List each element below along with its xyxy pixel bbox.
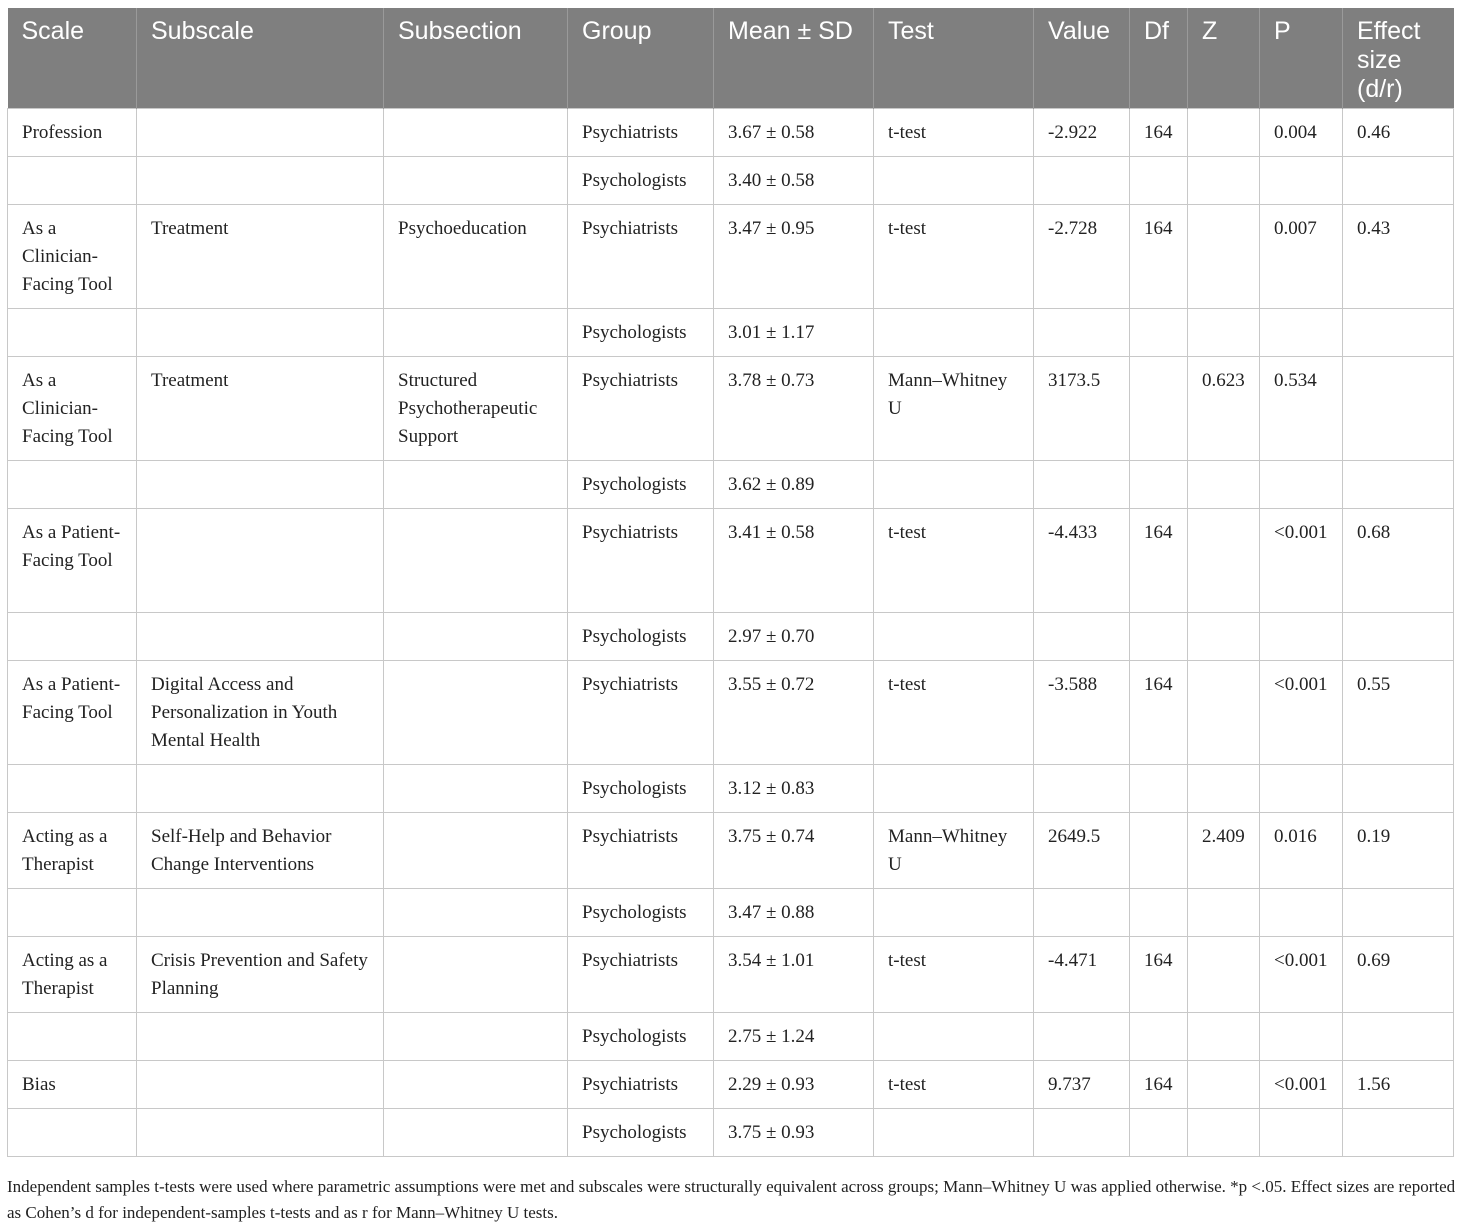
cell-p	[1260, 888, 1343, 936]
cell-mean-sd: 3.78 ± 0.73	[714, 356, 874, 460]
cell-test: t-test	[874, 660, 1034, 764]
cell-subscale	[137, 1060, 384, 1108]
cell-subscale: Digital Access and Personalization in Youth Mental Health	[137, 660, 384, 764]
cell-effect-size	[1343, 308, 1454, 356]
cell-value	[1034, 764, 1130, 812]
cell-test	[874, 888, 1034, 936]
cell-effect-size	[1343, 612, 1454, 660]
table-row	[8, 308, 1454, 356]
cell-z: 0.623	[1188, 356, 1260, 460]
cell-subscale: Crisis Prevention and Safety Planning	[137, 936, 384, 1012]
results-table	[7, 8, 1454, 1157]
cell-test: Mann–Whitney U	[874, 356, 1034, 460]
cell-p	[1260, 612, 1343, 660]
header-effect-size: Effect size (d/r)	[1343, 8, 1454, 108]
cell-test	[874, 612, 1034, 660]
cell-value: 2649.5	[1034, 812, 1130, 888]
cell-subscale	[137, 764, 384, 812]
header-scale: Scale	[8, 8, 137, 108]
cell-scale	[8, 764, 137, 812]
cell-z	[1188, 888, 1260, 936]
table-row	[8, 1012, 1454, 1060]
table-row	[8, 204, 1454, 308]
table-row	[8, 936, 1454, 1012]
cell-mean-sd: 3.12 ± 0.83	[714, 764, 874, 812]
cell-group: Psychologists	[568, 888, 714, 936]
table-row	[8, 660, 1454, 764]
cell-subscale	[137, 508, 384, 612]
cell-z	[1188, 1012, 1260, 1060]
cell-subscale	[137, 460, 384, 508]
cell-z	[1188, 508, 1260, 612]
cell-df	[1130, 1012, 1188, 1060]
cell-mean-sd: 3.75 ± 0.93	[714, 1108, 874, 1156]
cell-scale	[8, 1108, 137, 1156]
cell-df	[1130, 764, 1188, 812]
table-footnote: Independent samples t-tests were used where parametric assumptions were met and subscales were structurally equivalent across groups; Mann–Whitney U was applied otherwise. *p <.05. Effect sizes are reported as Cohen’s d for independent-samples t-tests and as r for Mann–Whitney U tests.	[7, 1177, 1456, 1222]
cell-df	[1130, 308, 1188, 356]
cell-p	[1260, 1012, 1343, 1060]
cell-df: 164	[1130, 108, 1188, 156]
cell-subsection	[384, 1108, 568, 1156]
cell-subscale: Treatment	[137, 204, 384, 308]
cell-test: t-test	[874, 1060, 1034, 1108]
cell-df	[1130, 1108, 1188, 1156]
cell-test	[874, 460, 1034, 508]
cell-effect-size: 0.43	[1343, 204, 1454, 308]
cell-group: Psychiatrists	[568, 1060, 714, 1108]
cell-p: <0.001	[1260, 1060, 1343, 1108]
cell-p: <0.001	[1260, 508, 1343, 612]
cell-z	[1188, 308, 1260, 356]
cell-value	[1034, 888, 1130, 936]
cell-group: Psychiatrists	[568, 356, 714, 460]
cell-effect-size	[1343, 356, 1454, 460]
cell-p	[1260, 764, 1343, 812]
cell-subsection	[384, 612, 568, 660]
cell-df: 164	[1130, 204, 1188, 308]
header-df: Df	[1130, 8, 1188, 108]
cell-subsection	[384, 460, 568, 508]
cell-scale: As a Clinician-Facing Tool	[8, 356, 137, 460]
cell-p: 0.016	[1260, 812, 1343, 888]
cell-subscale	[137, 156, 384, 204]
cell-scale	[8, 612, 137, 660]
cell-value: -3.588	[1034, 660, 1130, 764]
cell-z	[1188, 1108, 1260, 1156]
cell-test	[874, 308, 1034, 356]
cell-df	[1130, 460, 1188, 508]
table-row	[8, 812, 1454, 888]
header-group: Group	[568, 8, 714, 108]
cell-test: Mann–Whitney U	[874, 812, 1034, 888]
cell-z	[1188, 764, 1260, 812]
header-row	[8, 8, 1454, 108]
cell-p	[1260, 460, 1343, 508]
cell-test	[874, 1108, 1034, 1156]
cell-df	[1130, 156, 1188, 204]
cell-group: Psychologists	[568, 308, 714, 356]
cell-effect-size	[1343, 764, 1454, 812]
cell-scale: Acting as a Therapist	[8, 812, 137, 888]
cell-scale: As a Patient-Facing Tool	[8, 660, 137, 764]
cell-test: t-test	[874, 508, 1034, 612]
cell-group: Psychologists	[568, 1012, 714, 1060]
cell-subscale	[137, 1108, 384, 1156]
cell-mean-sd: 3.62 ± 0.89	[714, 460, 874, 508]
cell-subsection	[384, 660, 568, 764]
cell-test	[874, 156, 1034, 204]
cell-subsection	[384, 764, 568, 812]
table-row	[8, 108, 1454, 156]
cell-scale	[8, 460, 137, 508]
cell-effect-size	[1343, 1108, 1454, 1156]
cell-subsection	[384, 1012, 568, 1060]
cell-value	[1034, 612, 1130, 660]
cell-group: Psychiatrists	[568, 812, 714, 888]
header-z: Z	[1188, 8, 1260, 108]
cell-mean-sd: 3.75 ± 0.74	[714, 812, 874, 888]
cell-subscale	[137, 612, 384, 660]
cell-subsection	[384, 108, 568, 156]
cell-effect-size: 0.55	[1343, 660, 1454, 764]
cell-mean-sd: 2.29 ± 0.93	[714, 1060, 874, 1108]
cell-subscale: Treatment	[137, 356, 384, 460]
cell-z	[1188, 108, 1260, 156]
cell-effect-size: 1.56	[1343, 1060, 1454, 1108]
cell-group: Psychologists	[568, 612, 714, 660]
cell-scale	[8, 156, 137, 204]
cell-test: t-test	[874, 108, 1034, 156]
cell-p	[1260, 156, 1343, 204]
cell-mean-sd: 3.54 ± 1.01	[714, 936, 874, 1012]
cell-z: 2.409	[1188, 812, 1260, 888]
cell-group: Psychiatrists	[568, 204, 714, 308]
cell-df: 164	[1130, 508, 1188, 612]
cell-z	[1188, 660, 1260, 764]
table-row	[8, 508, 1454, 612]
cell-df: 164	[1130, 936, 1188, 1012]
cell-z	[1188, 156, 1260, 204]
cell-value: -4.471	[1034, 936, 1130, 1012]
cell-mean-sd: 3.47 ± 0.95	[714, 204, 874, 308]
cell-subscale	[137, 108, 384, 156]
cell-scale	[8, 308, 137, 356]
cell-group: Psychiatrists	[568, 508, 714, 612]
table-row	[8, 156, 1454, 204]
cell-test	[874, 764, 1034, 812]
cell-value	[1034, 1108, 1130, 1156]
cell-group: Psychologists	[568, 1108, 714, 1156]
cell-z	[1188, 612, 1260, 660]
cell-effect-size: 0.46	[1343, 108, 1454, 156]
cell-subsection	[384, 812, 568, 888]
cell-subsection	[384, 156, 568, 204]
cell-test: t-test	[874, 204, 1034, 308]
cell-z	[1188, 204, 1260, 308]
cell-value: -4.433	[1034, 508, 1130, 612]
cell-value: -2.922	[1034, 108, 1130, 156]
header-value: Value	[1034, 8, 1130, 108]
cell-mean-sd: 3.55 ± 0.72	[714, 660, 874, 764]
cell-scale: Acting as a Therapist	[8, 936, 137, 1012]
cell-p: 0.004	[1260, 108, 1343, 156]
cell-mean-sd: 2.97 ± 0.70	[714, 612, 874, 660]
cell-p: <0.001	[1260, 660, 1343, 764]
cell-mean-sd: 2.75 ± 1.24	[714, 1012, 874, 1060]
cell-z	[1188, 1060, 1260, 1108]
cell-mean-sd: 3.40 ± 0.58	[714, 156, 874, 204]
cell-effect-size: 0.19	[1343, 812, 1454, 888]
cell-mean-sd: 3.01 ± 1.17	[714, 308, 874, 356]
cell-df: 164	[1130, 1060, 1188, 1108]
table-row	[8, 460, 1454, 508]
cell-scale: Profession	[8, 108, 137, 156]
cell-p: 0.534	[1260, 356, 1343, 460]
cell-subsection	[384, 1060, 568, 1108]
cell-group: Psychologists	[568, 764, 714, 812]
cell-subscale	[137, 888, 384, 936]
cell-subsection	[384, 888, 568, 936]
table-header	[8, 8, 1454, 108]
cell-p	[1260, 1108, 1343, 1156]
cell-value: 9.737	[1034, 1060, 1130, 1108]
table-body	[8, 108, 1454, 1156]
table-row	[8, 888, 1454, 936]
cell-scale: As a Patient-Facing Tool	[8, 508, 137, 612]
table-row	[8, 1108, 1454, 1156]
cell-effect-size	[1343, 1012, 1454, 1060]
cell-df	[1130, 356, 1188, 460]
cell-z	[1188, 936, 1260, 1012]
cell-df: 164	[1130, 660, 1188, 764]
cell-scale: Bias	[8, 1060, 137, 1108]
cell-effect-size: 0.69	[1343, 936, 1454, 1012]
cell-effect-size	[1343, 888, 1454, 936]
cell-mean-sd: 3.47 ± 0.88	[714, 888, 874, 936]
cell-group: Psychiatrists	[568, 660, 714, 764]
cell-subsection	[384, 936, 568, 1012]
cell-df	[1130, 612, 1188, 660]
cell-scale: As a Clinician-Facing Tool	[8, 204, 137, 308]
table-row	[8, 1060, 1454, 1108]
cell-p: <0.001	[1260, 936, 1343, 1012]
table-row	[8, 356, 1454, 460]
cell-mean-sd: 3.67 ± 0.58	[714, 108, 874, 156]
cell-value: -2.728	[1034, 204, 1130, 308]
cell-df	[1130, 812, 1188, 888]
results-table-container	[7, 8, 1453, 1157]
cell-test	[874, 1012, 1034, 1060]
cell-group: Psychiatrists	[568, 936, 714, 1012]
header-subscale: Subscale	[137, 8, 384, 108]
cell-test: t-test	[874, 936, 1034, 1012]
cell-group: Psychologists	[568, 460, 714, 508]
cell-p: 0.007	[1260, 204, 1343, 308]
cell-effect-size	[1343, 156, 1454, 204]
cell-subscale: Self-Help and Behavior Change Interventions	[137, 812, 384, 888]
cell-df	[1130, 888, 1188, 936]
cell-value	[1034, 1012, 1130, 1060]
cell-subsection	[384, 508, 568, 612]
cell-scale	[8, 888, 137, 936]
table-row	[8, 612, 1454, 660]
cell-group: Psychologists	[568, 156, 714, 204]
cell-subscale	[137, 1012, 384, 1060]
cell-mean-sd: 3.41 ± 0.58	[714, 508, 874, 612]
cell-subsection: Structured Psychotherapeutic Support	[384, 356, 568, 460]
header-test: Test	[874, 8, 1034, 108]
header-mean-sd: Mean ± SD	[714, 8, 874, 108]
cell-value	[1034, 308, 1130, 356]
cell-group: Psychiatrists	[568, 108, 714, 156]
cell-subsection	[384, 308, 568, 356]
cell-subscale	[137, 308, 384, 356]
header-subsection: Subsection	[384, 8, 568, 108]
cell-scale	[8, 1012, 137, 1060]
table-row	[8, 764, 1454, 812]
cell-value	[1034, 460, 1130, 508]
cell-subsection: Psychoeducation	[384, 204, 568, 308]
cell-p	[1260, 308, 1343, 356]
cell-effect-size	[1343, 460, 1454, 508]
cell-value: 3173.5	[1034, 356, 1130, 460]
cell-value	[1034, 156, 1130, 204]
cell-z	[1188, 460, 1260, 508]
cell-effect-size: 0.68	[1343, 508, 1454, 612]
header-p: P	[1260, 8, 1343, 108]
